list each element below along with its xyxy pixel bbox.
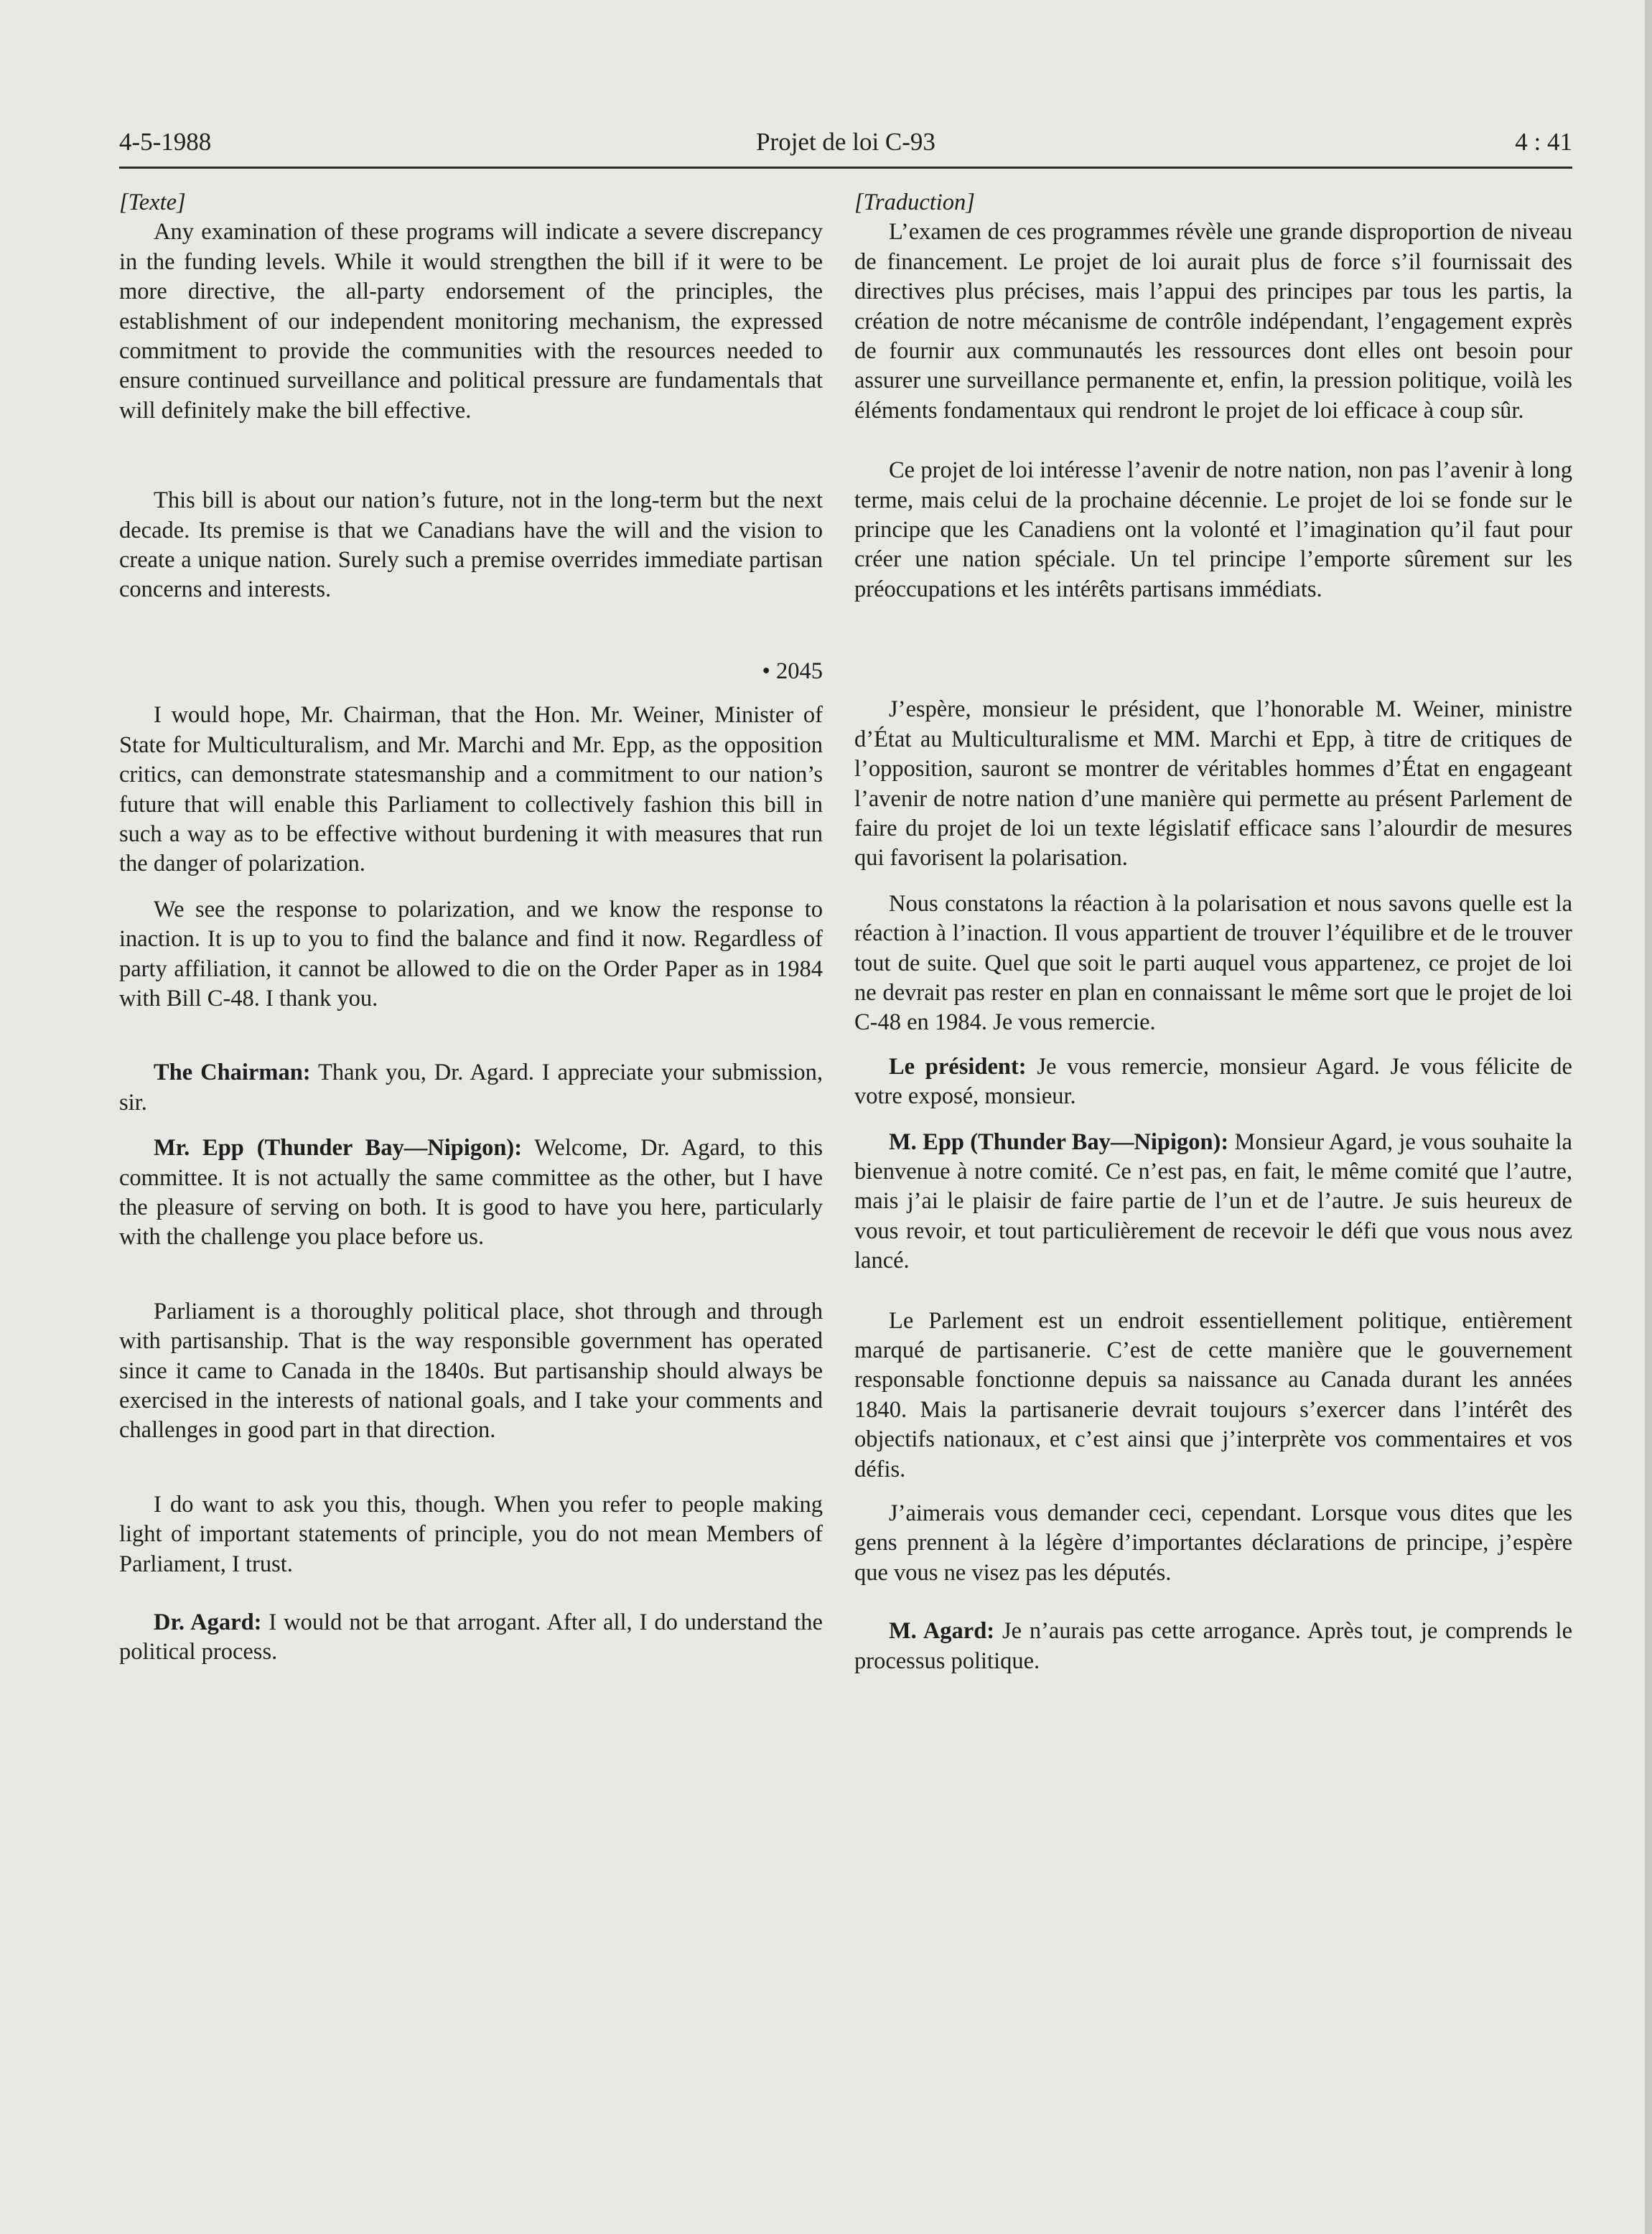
speaker-paragraph	[854, 1052, 1572, 1112]
speaker-name: M. Agard:	[889, 1618, 995, 1645]
time-stamp: • 2045	[762, 658, 823, 684]
paragraph: This bill is about our nation’s future, not in the long-term but the next decade. Its premise is that we Canadians have the will and the vision to create a unique nation. Surely such a premise overrides immediate partisan concerns and interests.	[119, 487, 823, 603]
paragraph: L’examen de ces programmes révèle une grande disproportion de niveau de financement. Le projet de loi aurait plus de force s’il fournissait des directives plus précises, mais l’appui des principes par tous les partis, la création de notre mécanisme de contrôle indépendant, l’engagement exprès de fournir aux communautés les ressources dont elles ont besoin pour assurer une surveillance permanente et, enfin, la pression politique, voilà les éléments fondamentaux qui rendront le projet de loi efficace à coup sûr.	[854, 219, 1572, 424]
speaker-paragraph	[854, 1128, 1572, 1276]
speaker-paragraph	[119, 1134, 823, 1253]
header-rule	[119, 167, 1572, 169]
speaker-paragraph	[119, 1608, 823, 1668]
header-date: 4-5-1988	[119, 128, 212, 156]
speaker-paragraph	[854, 1617, 1572, 1676]
paragraph: J’aimerais vous demander ceci, cependant. Lorsque vous dites que les gens prennent à la légère d’importantes déclarations de principe, j’espère que vous ne visez pas les députés.	[854, 1500, 1572, 1586]
paragraph: Parliament is a thoroughly political place, shot through and through with partisanship. That is the way responsible government has operated since it came to Canada in the 1840s. But partisanship should always be exercised in the interests of national goals, and I take your comments and challenges in good part in that direction.	[119, 1298, 823, 1444]
speaker-name: Mr. Epp (Thunder Bay—Nipigon):	[154, 1135, 523, 1162]
page-header	[119, 128, 1572, 168]
speaker-paragraph	[119, 1058, 823, 1118]
language-tag: [Texte]	[119, 190, 186, 215]
speech-text: Je n’aurais pas cette arrogance. Après tout, je comprends le processus politique.	[854, 1618, 1572, 1674]
speech-text: Welcome, Dr. Agard, to this committee. It is not actually the same committee as the other, but I have the pleasure of serving on both. It is good to have you here, particularly with the challenge you place before us.	[119, 1135, 823, 1251]
speech-text: Je vous remercie, monsieur Agard. Je vous félicite de votre exposé, monsieur.	[854, 1053, 1572, 1110]
paragraph: We see the response to polarization, and we know the response to inaction. It is up to you to find the balance and find it now. Regardless of party affiliation, it cannot be allowed to die on the Order Paper as in 1984 with Bill C-48. I thank you.	[119, 896, 823, 1011]
speaker-name: The Chairman:	[154, 1060, 311, 1086]
speech-text: Monsieur Agard, je vous souhaite la bienvenue à notre comité. Ce n’est pas, en fait, le même comité que l’autre, mais j’ai le plaisir de faire partie de l’un et de l’autre. Je suis heureux de vous revoir, et tout particulièrement de recevoir le défi que vous nous avez lancé.	[854, 1128, 1572, 1274]
english-column	[119, 188, 823, 1668]
header-title: Projet de loi C-93	[756, 128, 935, 156]
header-page-number: 4 : 41	[1515, 128, 1572, 156]
paragraph: Le Parlement est un endroit essentiellement politique, entièrement marqué de partisanerie. C’est de cette manière que le gouvernement responsable fonctionne depuis sa naissance au Canada durant les années 1840. Mais la partisanerie devrait toujours s’exercer dans l’intérêt des objectifs nationaux, et c’est ainsi que j’interprète vos commentaires et vos défis.	[854, 1307, 1572, 1482]
paragraph: I do want to ask you this, though. When you refer to people making light of important statements of principle, you do not mean Members of Parliament, I trust.	[119, 1491, 823, 1577]
page-edge-shadow	[1645, 0, 1652, 2234]
speech-text: Thank you, Dr. Agard. I appreciate your submission, sir.	[119, 1060, 823, 1116]
paragraph: Any examination of these programs will indicate a severe discrepancy in the funding levels. While it would strengthen the bill if it were to be more directive, the all-party endorsement of the principles, the establishment of our independent monitoring mechanism, the expressed commitment to provide the communities with the resources needed to ensure continued surveillance and political pressure are fundamentals that will definitely make the bill effective.	[119, 219, 823, 424]
speech-text: I would not be that arrogant. After all, I do understand the political process.	[119, 1609, 823, 1665]
speaker-name: Dr. Agard:	[154, 1609, 262, 1636]
language-tag: [Traduction]	[854, 190, 975, 215]
paragraph: Ce projet de loi intéresse l’avenir de notre nation, non pas l’avenir à long terme, mais celui de la prochaine décennie. Le projet de loi se fonde sur le principe que les Canadiens ont la volonté et l’imagination qu’il faut pour créer une nation spéciale. Un tel principe l’emporte sûrement sur les préoccupations et les intérêts partisans immédiats.	[854, 457, 1572, 602]
speaker-name: Le président:	[889, 1053, 1027, 1080]
french-column	[854, 188, 1572, 1676]
paragraph: J’espère, monsieur le président, que l’honorable M. Weiner, ministre d’État au Multiculturalisme et MM. Marchi et Epp, à titre de critiques de l’opposition, sauront se montrer de véritables hommes d’État en engageant l’avenir de notre nation d’une manière qui permette au présent Parlement de faire du projet de loi un texte législatif efficace sans l’alourdir de mesures qui favorisent la polarisation.	[854, 696, 1572, 871]
paragraph: Nous constatons la réaction à la polarisation et nous savons quelle est la réaction à l’inaction. Il vous appartient de trouver l’équilibre et de le trouver tout de suite. Quel que soit le parti auquel vous appartenez, ce projet de loi ne devrait pas rester en plan en connaissant le même sort que le projet de loi C-48 en 1984. Je vous remercie.	[854, 890, 1572, 1036]
speaker-name: M. Epp (Thunder Bay—Nipigon):	[889, 1128, 1229, 1155]
paragraph: I would hope, Mr. Chairman, that the Hon. Mr. Weiner, Minister of State for Multiculturalism, and Mr. Marchi and Mr. Epp, as the opposition critics, can demonstrate statesmanship and a commitment to our nation’s future that will enable this Parliament to collectively fashion this bill in such a way as to be effective without burdening it with measures that run the danger of polarization.	[119, 702, 823, 877]
